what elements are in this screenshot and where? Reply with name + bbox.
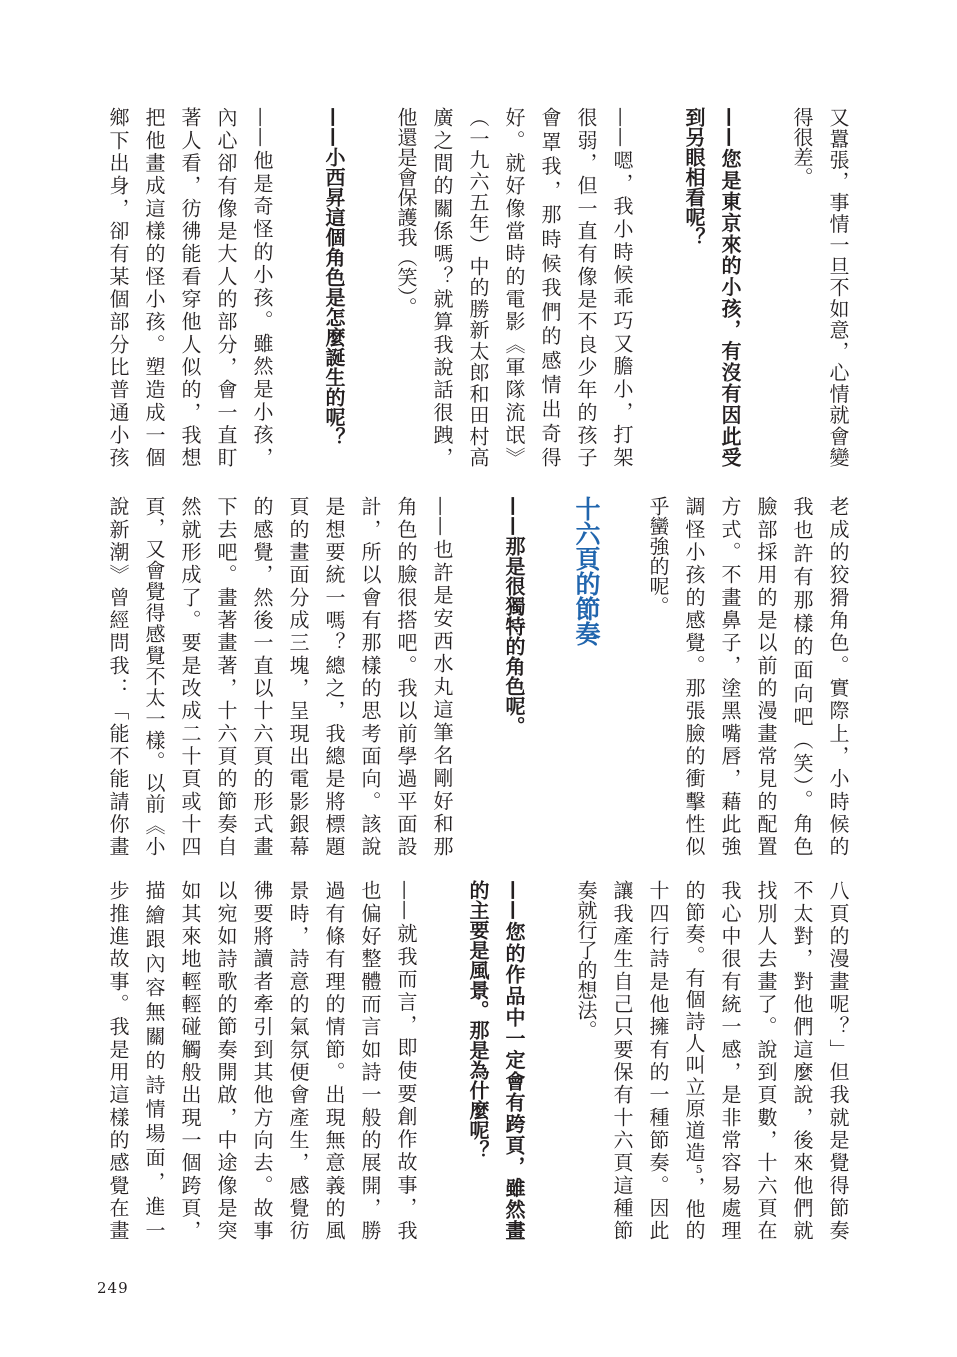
text-column: 如其來地輕輕碰觸般出現一個跨頁， (178, 880, 202, 1240)
body-paragraph (640, 496, 856, 856)
text-band-1 (100, 107, 856, 467)
section-heading (568, 496, 604, 856)
text-column: 十六頁的節奏 (572, 496, 601, 646)
text-column: 又囂張，事情一旦不如意，心情就會變 (826, 107, 850, 467)
text-column: 也偏好整體而言如詩一般的展開，勝 (358, 880, 382, 1240)
text-column: 奏就行了的想法。 (574, 880, 598, 1040)
text-column: 是想要統一嗎？總之，我總是將標題 (322, 496, 346, 856)
text-column: 得很差。 (790, 107, 814, 187)
page-number: 249 (97, 1279, 129, 1297)
text-band-2 (100, 496, 856, 856)
text-column: ——也許是安西水丸這筆名剛好和那 (430, 496, 454, 856)
text-column: 找別人去畫了。說到頁數，十六頁在 (754, 880, 778, 1240)
text-column: 把他畫成這樣的怪小孩。塑造成一個 (142, 107, 166, 467)
text-column: 臉部採用的是以前的漫畫常見的配置 (754, 496, 778, 856)
text-column: 很弱，但一直有像是不良少年的孩子 (574, 107, 598, 467)
text-column: 計，所以會有那樣的思考面向。該說 (358, 496, 382, 856)
text-column: 鄉下出身，卻有某個部分比普通小孩 (106, 107, 130, 467)
text-column: 以宛如詩歌的節奏開啟，中途像是突 (214, 880, 238, 1240)
text-column: 頁，又會覺得感覺不太一樣。以前《小 (142, 496, 166, 856)
text-column (676, 880, 712, 1240)
text-column: ——小西昇這個角色是怎麼誕生的呢？ (322, 107, 346, 447)
text-column: ——他是奇怪的小孩。雖然是小孩， (250, 107, 274, 467)
text-column: 調怪小孩的感覺。那張臉的衝擊性似 (682, 496, 706, 856)
text-column: 的主要是風景。那是為什麼呢？ (466, 880, 490, 1160)
body-paragraph (388, 107, 640, 467)
interviewer-question (676, 107, 748, 467)
text-column: 步推進故事。我是用這樣的感覺在畫 (106, 880, 130, 1240)
body-paragraph (100, 496, 460, 856)
text-column: 然就形成了。要是改成二十頁或十四 (178, 496, 202, 856)
text-column: 乎蠻強的呢。 (646, 496, 670, 616)
text-column: 景時，詩意的氣氛便會產生，感覺彷 (286, 880, 310, 1240)
text-column: 彿要將讀者牽引到其他方向去。故事 (250, 880, 274, 1240)
text-column: 我心中很有統一感，是非常容易處理 (718, 880, 742, 1240)
text-column: 到另眼相看呢？ (682, 107, 706, 247)
text-column: 老成的狡猾角色。實際上，小時候的 (826, 496, 850, 856)
text-column: 讓我產生自己只要保有十六頁這種節 (610, 880, 634, 1240)
text-column: 方式。不畫鼻子，塗黑嘴唇，藉此強 (718, 496, 742, 856)
text-column: 不太對，對他們這麼說，後來他們就 (790, 880, 814, 1240)
text-band-3 (100, 880, 856, 1240)
text-column: ——就我而言，即使要創作故事，我 (394, 880, 418, 1240)
text-column: ——那是很獨特的角色呢。 (502, 496, 526, 736)
text-column: 他還是會保護我（笑）。 (394, 107, 418, 317)
text-segment: 的節奏。有個詩人叫立原道造 (682, 880, 706, 1164)
text-column: 十四行詩是他擁有的一種節奏。因此 (646, 880, 670, 1240)
text-column: ——嗯，我小時候乖巧又膽小，打架 (610, 107, 634, 467)
interviewer-question (496, 496, 532, 856)
text-column: 我也許有那樣的面向吧（笑）。角色 (790, 496, 814, 856)
text-column: 好。就好像當時的電影《軍隊流氓》 (502, 107, 526, 467)
text-column: （一九六五年）中的勝新太郎和田村高 (466, 107, 490, 467)
text-column: 會罩我，那時候我們的感情出奇得 (538, 107, 562, 467)
text-column: 內心卻有像是大人的部分，會一直盯 (214, 107, 238, 467)
interviewer-question (460, 880, 532, 1240)
text-column: 的感覺，然後一直以十六頁的形式畫 (250, 496, 274, 856)
text-column: 描繪跟內容無關的詩情場面，進一 (142, 880, 166, 1240)
text-column: 過有條有理的情節。出現無意義的風 (322, 880, 346, 1240)
text-column: 下去吧。畫著畫著，十六頁的節奏自 (214, 496, 238, 856)
text-segment: ，他的 (682, 1176, 706, 1240)
text-column: 說新潮》曾經問我：「能不能請你畫 (106, 496, 130, 856)
text-column: 著人看，彷彿能看穿他人似的，我想 (178, 107, 202, 467)
interviewer-question (316, 107, 352, 467)
text-column: ——您的作品中一定會有跨頁，雖然畫 (502, 880, 526, 1240)
text-column: 八頁的漫畫呢？」但我就是覺得節奏 (826, 880, 850, 1240)
text-column: ——您是東京來的小孩，有沒有因此受 (718, 107, 742, 467)
body-paragraph (100, 880, 424, 1240)
text-column: 角色的臉很搭吧。我以前學過平面設 (394, 496, 418, 856)
text-column: 廣之間的關係嗎？就算我說話很跩， (430, 107, 454, 467)
body-paragraph (100, 107, 280, 467)
body-paragraph (784, 107, 856, 467)
footnote-marker: 5 (695, 1163, 703, 1175)
text-column: 頁的畫面分成三塊，呈現出電影銀幕 (286, 496, 310, 856)
body-paragraph (568, 880, 856, 1240)
